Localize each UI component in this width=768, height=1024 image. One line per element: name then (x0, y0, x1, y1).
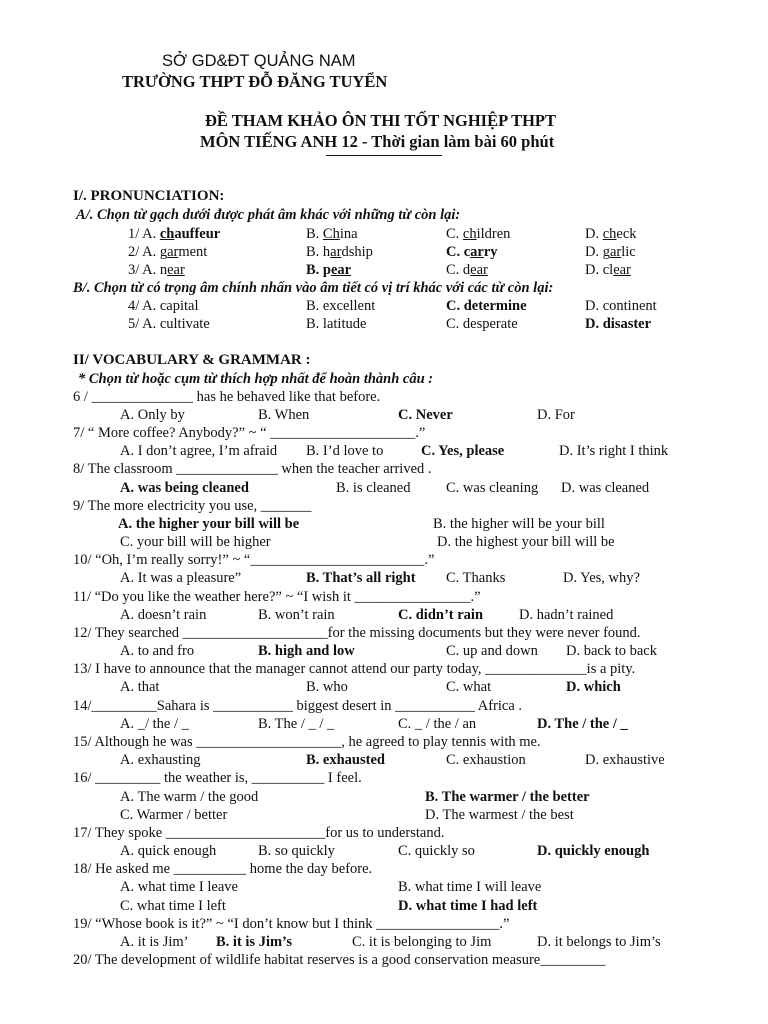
q12-option-c: C. up and down (446, 643, 538, 659)
q7-option-d: D. It’s right I think (559, 443, 669, 459)
q19-option-b: B. it is Jim’s (216, 934, 292, 950)
q14-option-a: A. _/ the / _ (120, 716, 189, 732)
q11-option-c: C. didn’t rain (398, 607, 484, 623)
q18-option-b: B. what time I will leave (398, 879, 542, 895)
q18-option-d: D. what time I had left (398, 898, 538, 914)
q18-option-a: A. what time I leave (120, 879, 238, 895)
q13-stem: 13/ I have to announce that the manager cannot attend our party today, ______________is a pity. (73, 661, 636, 677)
q15-option-a: A. exhausting (120, 752, 201, 768)
department-name: SỞ GD&ĐT QUẢNG NAM (162, 52, 356, 70)
q10-option-d: D. Yes, why? (563, 570, 640, 586)
q13-option-b: B. who (306, 679, 348, 695)
title-divider (326, 155, 442, 156)
q16-option-d: D. The warmest / the best (425, 807, 574, 823)
q7-option-a: A. I don’t agree, I’m afraid (120, 443, 278, 459)
q14-option-c: C. _ / the / an (398, 716, 477, 732)
q14-stem: 14/_________Sahara is ___________ biggest desert in ___________ Africa . (73, 698, 523, 714)
section-pronunciation-heading: I/. PRONUNCIATION: (73, 188, 225, 204)
part-b-instruction: B/. Chọn từ có trọng âm chính nhấn vào âm tiết có vị trí khác với các từ còn lại: (73, 280, 554, 296)
q1-option-c: C. children (446, 226, 511, 242)
q11-stem: 11/ “Do you like the weather here?” ~ “I wish it ________________.” (73, 589, 481, 605)
q18-option-c: C. what time I left (120, 898, 226, 914)
q11-option-b: B. won’t rain (258, 607, 335, 623)
q12-option-b: B. high and low (258, 643, 355, 659)
q14-option-d: D. The / the / _ (537, 716, 628, 732)
school-name: TRƯỜNG THPT ĐỖ ĐĂNG TUYỂN (122, 72, 388, 91)
q9-option-c: C. your bill will be higher (120, 534, 271, 550)
q3-option-b: B. pear (306, 262, 352, 278)
q17-option-d: D. quickly enough (537, 843, 650, 859)
q5-option-b: B. latitude (306, 316, 367, 332)
q7-option-c: C. Yes, please (421, 443, 505, 459)
q6-option-a: A. Only by (120, 407, 185, 423)
q19-option-d: D. it belongs to Jim’s (537, 934, 661, 950)
q18-stem: 18/ He asked me __________ home the day before. (73, 861, 373, 877)
q5-option-c: C. desperate (446, 316, 518, 332)
q17-stem: 17/ They spoke ______________________for us to understand. (73, 825, 445, 841)
q15-option-b: B. exhausted (306, 752, 385, 768)
q19-option-a: A. it is Jim’ (120, 934, 189, 950)
q10-option-a: A. It was a pleasure” (120, 570, 242, 586)
exam-title: ĐỀ THAM KHẢO ÔN THI TỐT NGHIỆP THPT (205, 111, 557, 130)
q15-option-c: C. exhaustion (446, 752, 526, 768)
q10-stem: 10/ “Oh, I’m really sorry!” ~ “________________________.” (73, 552, 435, 568)
q16-option-a: A. The warm / the good (120, 789, 259, 805)
q6-stem: 6 / ______________ has he behaved like that before. (73, 389, 381, 405)
q12-stem: 12/ They searched ____________________for the missing documents but they were never found. (73, 625, 641, 641)
q3-option-d: D. clear (585, 262, 631, 278)
q5-option-a: 5/ A. cultivate (128, 316, 210, 332)
q9-stem: 9/ The more electricity you use, _______ (73, 498, 312, 514)
q8-option-a: A. was being cleaned (120, 480, 249, 496)
q9-option-d: D. the highest your bill will be (437, 534, 615, 550)
q10-option-b: B. That’s all right (306, 570, 416, 586)
q7-option-b: B. I’d love to (306, 443, 384, 459)
q2-option-c: C. carry (446, 244, 498, 260)
q4-option-d: D. continent (585, 298, 657, 314)
q19-option-c: C. it is belonging to Jim (352, 934, 492, 950)
q8-option-d: D. was cleaned (561, 480, 650, 496)
q3-option-a: 3/ A. near (128, 262, 185, 278)
section2-instruction: * Chọn từ hoặc cụm từ thích hợp nhất để hoàn thành câu : (78, 371, 434, 387)
q16-option-b: B. The warmer / the better (425, 789, 590, 805)
q4-option-a: 4/ A. capital (128, 298, 199, 314)
q20-stem: 20/ The development of wildlife habitat reserves is a good conservation measure_________ (73, 952, 606, 968)
q8-stem: 8/ The classroom ______________ when the teacher arrived . (73, 461, 432, 477)
q1-option-a: 1/ A. chauffeur (128, 226, 221, 242)
q19-stem: 19/ “Whose book is it?” ~ “I don’t know but I think _________________.” (73, 916, 510, 932)
q12-option-d: D. back to back (566, 643, 657, 659)
q3-option-c: C. dear (446, 262, 488, 278)
q10-option-c: C. Thanks (446, 570, 506, 586)
q2-option-d: D. garlic (585, 244, 636, 260)
q16-stem: 16/ _________ the weather is, __________ I feel. (73, 770, 362, 786)
part-a-instruction: A/. Chọn từ gạch dưới được phát âm khác với những từ còn lại: (76, 207, 461, 223)
q4-option-c: C. determine (446, 298, 527, 314)
q11-option-a: A. doesn’t rain (120, 607, 207, 623)
q16-option-c: C. Warmer / better (120, 807, 228, 823)
q7-stem: 7/ “ More coffee? Anybody?” ~ “ ____________________.” (73, 425, 426, 441)
q2-option-b: B. hardship (306, 244, 373, 260)
section-vocabulary-heading: II/ VOCABULARY & GRAMMAR : (73, 352, 311, 368)
q5-option-d: D. disaster (585, 316, 652, 332)
q17-option-b: B. so quickly (258, 843, 335, 859)
q14-option-b: B. The / _ / _ (258, 716, 335, 732)
q4-option-b: B. excellent (306, 298, 376, 314)
q13-option-d: D. which (566, 679, 621, 695)
q17-option-a: A. quick enough (120, 843, 217, 859)
q6-option-d: D. For (537, 407, 575, 423)
q17-option-c: C. quickly so (398, 843, 475, 859)
q13-option-c: C. what (446, 679, 492, 695)
q1-option-b: B. China (306, 226, 358, 242)
q2-option-a: 2/ A. garment (128, 244, 208, 260)
q15-stem: 15/ Although he was ____________________, he agreed to play tennis with me. (73, 734, 541, 750)
q6-option-c: C. Never (398, 407, 453, 423)
exam-subtitle: MÔN TIẾNG ANH 12 - Thời gian làm bài 60 phút (200, 132, 555, 151)
q9-option-b: B. the higher will be your bill (433, 516, 605, 532)
q9-option-a: A. the higher your bill will be (118, 516, 300, 532)
q1-option-d: D. check (585, 226, 637, 242)
q8-option-b: B. is cleaned (336, 480, 411, 496)
q12-option-a: A. to and fro (120, 643, 195, 659)
q6-option-b: B. When (258, 407, 310, 423)
q15-option-d: D. exhaustive (585, 752, 665, 768)
q8-option-c: C. was cleaning (446, 480, 539, 496)
q11-option-d: D. hadn’t rained (519, 607, 614, 623)
q13-option-a: A. that (120, 679, 160, 695)
